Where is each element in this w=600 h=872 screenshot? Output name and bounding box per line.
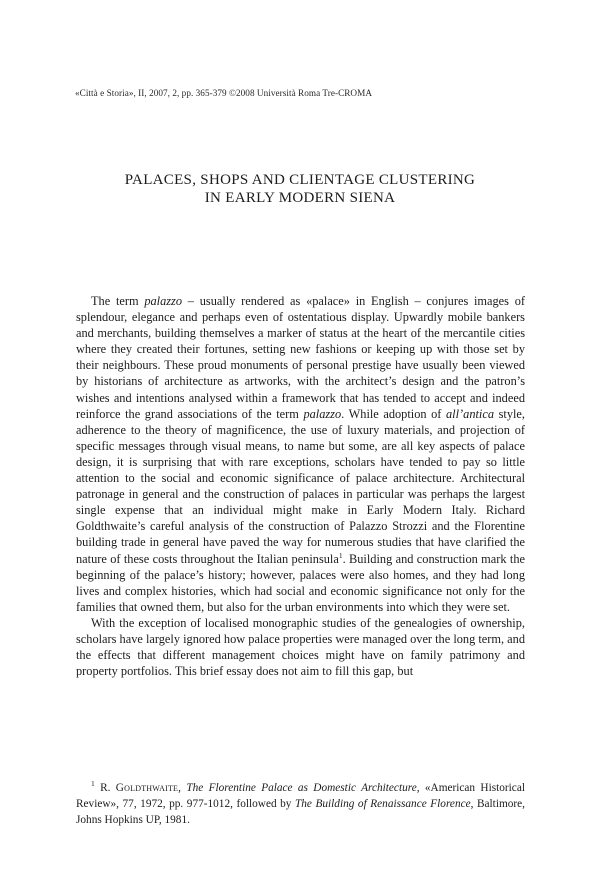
text-run: . Building and construction mark the beginning of the palace’s history; however, palaces were also homes, and they had long lives and complex histories, which had social and economic significance not only for the families that owned them, but also for the urban environments into which they were set. — [76, 551, 525, 614]
footnote-number: 1 — [91, 779, 95, 788]
footnote-1 — [76, 780, 525, 828]
text-run: , «American Historical Review», 77, 1972, pp. 977-1012, followed by — [76, 782, 525, 810]
text-run: R. — [94, 782, 116, 794]
text-run: – usually rendered as «palace» in English – conjures images of splendour, elegance and perhaps even of ostentatious display. Upwardly mobile bankers and merchants, building themselves a marker of status at the heart of the mercantile cities where they created their fortunes, setting new fashions or keeping up with those set by their neighbours. These proud monuments of personal prestige have usually been viewed by historians of architecture as artworks, with the architect’s design and the patron’s wishes and intentions analysed within a framework that has tended to accept and indeed reinforce the grand associations of the term — [76, 294, 525, 421]
footnote-author: Goldthwaite — [115, 782, 179, 794]
article-title-line-1: PALACES, SHOPS AND CLIENTAGE CLUSTERING — [124, 172, 476, 188]
text-run: The term — [91, 294, 145, 308]
article-title — [75, 171, 525, 207]
footnote-text — [76, 780, 525, 828]
italic-term-palazzo: palazzo — [303, 406, 342, 421]
italic-term-palazzo: palazzo — [144, 294, 183, 308]
article-body — [76, 293, 525, 679]
footnote-work-title: The Florentine Palace as Domestic Architecture — [186, 782, 417, 794]
footnote-reference[interactable]: 1 — [338, 550, 343, 560]
text-run: . While adoption of — [341, 406, 446, 421]
text-run: , — [178, 782, 187, 794]
body-paragraph-1 — [76, 293, 525, 615]
footnote-work-title: The Building of Renaissance Florence — [295, 798, 471, 810]
text-run: style, adherence to the theory of magnificence, the use of luxury materials, and projection of specific messages through visual means, to name but some, are all key aspects of palace design, it is surprising that with rare exceptions, scholars have tended to pay so little attention to the social and economic significance of palace architecture. Architectural patronage in general and the construction of palaces in particular was perhaps the largest single expense that an individual might make in Early Modern Italy. Richard Goldthwaite’s careful analysis of the construction of Palazzo Strozzi and the Florentine building trade in general have paved the way for numerous studies that have clarified the nature of these costs throughout the Italian peninsula — [76, 406, 525, 566]
italic-term-allantica: all’antica — [446, 406, 494, 421]
journal-citation-header: «Città e Storia», II, 2007, 2, pp. 365-379 ©2008 Università Roma Tre-CROMA — [75, 88, 373, 98]
article-title-line-2: IN EARLY MODERN SIENA — [204, 190, 396, 206]
body-paragraph-2: With the exception of localised monographic studies of the genealogies of ownership, scholars have largely ignored how palace properties were managed over the long term, and the effects that different management choices might have on family patrimony and property portfolios. This brief essay does not aim to fill this gap, but — [76, 615, 525, 679]
text-run: , Baltimore, Johns Hopkins UP, 1981. — [76, 798, 525, 826]
